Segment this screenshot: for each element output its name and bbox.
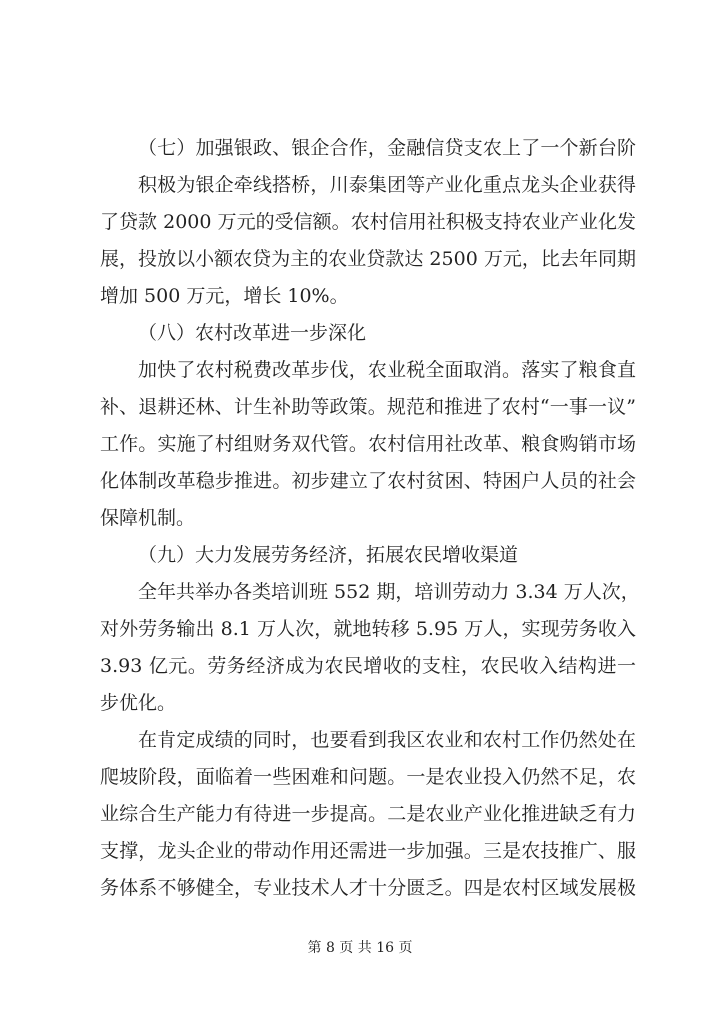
paragraph-line: 工作。实施了村组财务双代管。农村信用社改革、粮食购销市场	[100, 433, 636, 455]
paragraph-line: 业综合生产能力有待进一步提高。二是农业产业化推进缺乏有力	[100, 803, 636, 825]
paragraph-line: 展，投放以小额农贷为主的农业贷款达 2500 万元，比去年同期	[100, 248, 636, 270]
heading-section-8: （八）农村改革进一步深化	[138, 322, 367, 344]
paragraph-line: 补、退耕还林、计生补助等政策。规范和推进了农村“一事一议”	[100, 396, 636, 418]
paragraph-line: 了贷款 2000 万元的受信额。农村信用社积极支持农业产业化发	[100, 211, 636, 233]
paragraph-line: 增加 500 万元，增长 10%。	[100, 285, 349, 307]
heading-section-7: （七）加强银政、银企合作，金融信贷支农上了一个新台阶	[138, 137, 636, 159]
page-number-footer: 第 8 页 共 16 页	[307, 940, 413, 956]
paragraph-line: 爬坡阶段，面临着一些困难和问题。一是农业投入仍然不足，农	[100, 766, 636, 788]
paragraph-line: 化体制改革稳步推进。初步建立了农村贫困、特困户人员的社会	[100, 470, 636, 492]
paragraph-line: 加快了农村税费改革步伐，农业税全面取消。落实了粮食直	[138, 359, 636, 381]
paragraph-line: 全年共举办各类培训班 552 期，培训劳动力 3.34 万人次，	[138, 581, 640, 603]
paragraph-line: 支撑，龙头企业的带动作用还需进一步加强。三是农技推广、服	[100, 840, 636, 862]
paragraph-line: 3.93 亿元。劳务经济成为农民增收的支柱，农民收入结构进一	[100, 655, 636, 677]
paragraph-line: 保障机制。	[100, 507, 196, 529]
paragraph-line: 积极为银企牵线搭桥，川泰集团等产业化重点龙头企业获得	[138, 174, 636, 196]
paragraph-line: 对外劳务输出 8.1 万人次，就地转移 5.95 万人，实现劳务收入	[100, 618, 636, 640]
paragraph-line: 在肯定成绩的同时，也要看到我区农业和农村工作仍然处在	[138, 729, 636, 751]
heading-section-9: （九）大力发展劳务经济，拓展农民增收渠道	[138, 544, 519, 566]
paragraph-line: 务体系不够健全，专业技术人才十分匮乏。四是农村区域发展极	[100, 877, 636, 899]
paragraph-line: 步优化。	[100, 692, 177, 714]
